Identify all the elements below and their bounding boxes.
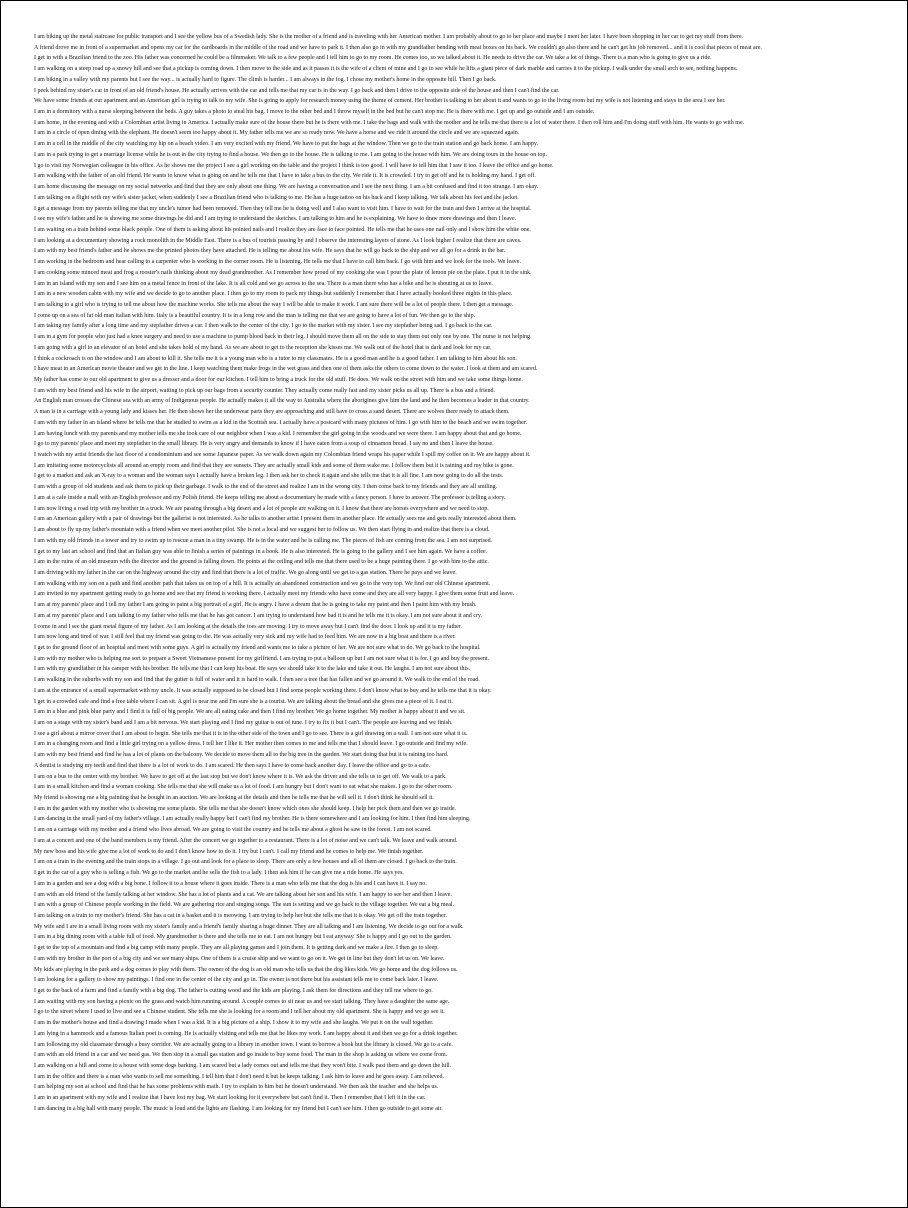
text-line: I am walking with the father of an old friend. He wants to know what is going on and he tells me that I have to take a bus to the city. We ride it. It is crowded. I try to get off and he is holding my hand. I get off. [34,173,536,180]
text-line: I am biking up the metal staircase for public transport and I see the yellow bus of a Swedish lady. She is the mother of a friend and is traveling with her American mother. I am probably about to go to her place and maybe I meet her later. I have been shopping in her car to get my stuff from there. [34,34,744,40]
text-line: I go to the street where I used to live and see a Chinese student. She tells me she is looking for a room and I tell her about my old apartment. She is happy and we go see it. [34,1009,445,1016]
text-line: I am with my best friend and find he has a lot of plants on the balcony. We decide to move them all to the big tree in the garden. We start doing that but it is raining too hard. [34,752,449,759]
text-line: I am at my parents' place and I am talking to my father who tells me that he has got cancer. I am trying to understand how bad it is and he tells me it is okay. I am not sure about it and cry. [34,612,483,619]
text-line: I am talking on a flight with my wife's sister jacket, when suddenly I see a Brazilian friend who is talking to me. He has a huge tattoo on his back and I keep talking. We talk about his feet and the jacket. [34,194,519,201]
text-line: I am at my parents' place and I tell my father I am going to paint a big portrait of a girl. He is angry. I have a dream that he is going to take my paint and then I paint him with my brush. [34,602,477,609]
text-line: I am walking on a hill and come to a house with some dogs barking. I am scared but a lady comes out and tells me that they won't bite. I walk past them and go down the hill. [34,1063,452,1069]
text-line: An English man crosses the Chinese sea with an army of Indigenous people. He actually makes it all the way to Australia where the aborigines give him the land and he then becomes a leader in that country. [34,398,530,405]
text-line: I am taking my family after a long time and my stepfather drives a car. I then walk to the center of the city. I go to the market with my sister. I see my stepfather being sad. I go back to the car. [34,323,493,330]
text-line: We have some friends at our apartment and an American girl is trying to talk to my wife. She is going to apply for research money using the theme of cement. Her brother is talking to her about it and wants to go to the living room but my wife is not listening and stays in the area I see her. [34,98,726,105]
text-line: I am in an island with my son and I see him on a metal fence in front of the lake. It is all cold and we go across to the sea. There is a man there who has a bike and he is shouting at us to leave. [34,280,493,287]
text-line: My kids are playing in the park and a dog comes to play with them. The owner of the dog is an old man who tells us that the dog likes kids. We go home and the dog follows us. [34,966,458,973]
text-line: I am in the mother's house and find a drawing I made when I was a kid. It is a big picture of a ship. I show it to my wife and she laughs. We put it on the wall together. [34,1020,434,1027]
text-line: I am home discussing the message on my social networks and find that they are only about one thing. We are having a conversation and I see the next thing. I am a bit confused and find it too strange. I am okay. [34,184,539,191]
text-line: I am lying in a hammock and a famous Italian poet is coming. He is actually visiting and tells me that he likes my work. I am happy about it and then we go for a drink together. [34,1030,458,1037]
text-line: I get to the top of a mountain and find a big camp with many people. They are all playing games and I join them. It is getting dark and we make a fire. I then go to sleep. [34,945,439,952]
dream-journal-text [34,32,875,1190]
text-line: I am in a new wooden cabin with my wife and we decide to go to another place. I then go to my room to pack my things but suddenly I remember that I have actually booked three nights in this place. [34,291,513,298]
text-line: I am with my mother who is helping me sort to prepare a Sweet Vietnamese present for my girlfriend. I am trying to put a balloon up but I am not sure what it is for. I go and buy the present. [34,655,490,662]
text-line: I am in a cell in the middle of the city watching my hip on a beach video. I am very excited with my friend. We have to put the bags at the window. Then we go to the train station and go back home. I am happy. [34,141,539,148]
text-line: I come up on a sea of fat old man italian with him. Italy is a beautiful country. It is in a long row and the man is telling me that we are going to have a lot of fun. We then go to the ship. [34,312,476,319]
text-line: A dentist is studying my teeth and find that there is a lot of work to do. I am scared. He then says I have to come back another day. I leave the office and go to a cafe. [34,762,431,769]
text-line: I am in a blue and pink blue party and I find it is full of big people. We are all eating cake and then I find my brother. We go home together. My mother is happy about it and we sit. [34,709,466,716]
text-line: I am walking with my son on a path and find another path that takes us on top of a hill. It is actually an abandoned construction and we go to the very top. We find our old Chinese apartment. [34,580,491,587]
text-line: I have meat in an American movie theater and we get in the line. I keep watching them make frogs in the wet grass and then one of them asks the others to come down to the water. I look at them and am scared. [34,366,538,373]
text-line: I am dancing in the small yard of my father's village. I am actually really happy but I can't find my brother. He is there somewhere and I am looking for him. I then find him sleeping. [34,816,471,823]
text-line: I go to visit my Norwegian colleague in his office. As he shows me the project I see a girl working on the table and the project I think is too good. I will have to tell him that I saw it too. I leave the office and go home. [34,162,554,169]
text-line: A man is in a carriage with a young lady and kisses her. He then shows her the underwear parts they are approaching and still have to cross a sand desert. There are wolves there ready to attack them. [34,409,510,416]
text-line: I come in and I see the giant metal figure of my father. As I am looking at the details the toes are moving. I try to move away but I can't find the door. I look up and it is my father. [34,623,462,630]
text-line: I get in a crowded cafe and find a free table where I can sit. A girl is near me and I'm sure she is a tourist. We are talking about the bread and she gives me a piece of it. I eat it. [34,698,453,705]
text-line: I am in the office and there is a man who wants to sell me something. I tell him that I don't need it but he keeps talking. I ask him to leave and he goes away. I am relieved. [34,1073,444,1080]
text-line: I am with an old friend in a car and we need gas. We then stop in a small gas station and go inside to buy some food. The man in the shop is asking us where we come from. [34,1052,448,1059]
text-line: I am waiting on a train behind some black people. One of them is asking about his pointed nails and I realize they are face to face pointed. He tells me that he uses one nail only and I show him the white one. [34,226,531,233]
text-line: I am following my old classmate through a busy corridor. We are actually going to a library in another town. I want to borrow a book but the library is closed. We go to a cafe. [34,1041,453,1048]
text-line: My friend is showing me a big painting that he bought in an auction. We are looking at the details and then he tells me that he will sell it. I don't think he should sell it. [34,795,434,802]
text-line: I am with my father in an island where he tells me that he studied to swim as a kid in the Scottish sea. I actually have a postcard with many pictures of him. I go with him to the beach and we swim together. [34,419,528,426]
text-line: I am in a park trying to get a marriage license while he is out in the city trying to find a house. We then go to the house. He is talking to me. I am going to the house with him. We are doing tours in the house on top. [34,151,547,158]
text-line: I get a message from my parents telling me that my uncle's tumor had been removed. Then they tell me he is doing well and I also want to visit him. I have to wait for the train and then I arrive at the hospital. [34,205,532,212]
text-line: I am looking at a documentary showing a rock monolith in the Middle East. There is a bus of tourists passing by and I observe the interesting layers of stone. As I look higher I realize that there are caves. [34,237,522,244]
text-line: I am on a train in the evening and the train stops in a village. I go out and look for a place to sleep. There are only a few houses and all of them are closed. I go back to the train. [34,859,457,866]
text-line: I am now living a road trip with my brother in a truck. We are passing through a big desert and a lot of people are walking on it. I know that there are horses everywhere and we need to stop. [34,505,489,512]
text-line: I am on a bus to the center with my brother. We have to get off at the last stop but we don't know where it is. We ask the driver and she tells us to get off. We walk to a park. [34,773,447,780]
text-line: I am in a dormitory with a nurse sleeping between the beds. A guy takes a photo to steal his bag. I move to the other bed and I throw myself in the bed but he can't stop me. He is there with me. I get up and go outside and I am outside. [34,109,595,116]
text-line: I am walking in the suburbs with my son and find that the gutter is full of water and it is hard to walk. I then see a tree that has fallen and we go around it. We walk to the end of the road. [34,677,480,684]
text-line: My wife and I are in a small living room with my sister's family and a friend's family sharing a huge dinner. They are all talking and I am listening. We decide to go out for a walk. [34,923,464,930]
text-line: I am working in the bedroom and hear calling to a carpenter who is working in the corner room. He is listening. He tells me that I have to call him back. I go with him and we look for the tools. We leave. [34,259,521,266]
text-line: I am in the ruins of an old museum with the director and the ground is falling down. He points at the ceiling and tells me that there used to be a huge painting there. I go with him to the attic. [34,559,489,566]
text-line: I am at the entrance of a small supermarket with my uncle. It was actually supposed to be closed but I find some people working there. I don't know what to buy and he tells me that it is okay. [34,687,492,694]
text-line: I am with a group of Chinese people working in the field. We are gathering rice and singing songs. The sun is setting and we go back to the village together. We eat a big meal. [34,902,455,909]
text-line: I am with my brother in the port of a big city and we see many ships. One of them is a cruise ship and we want to go on it. We get in line but they don't let us on. We leave. [34,955,445,962]
text-line: I am driving with my father in the car on the highway around the city and find that there is a lot of traffic. We go along until we get to a gas station. There he pays and we leave. [34,569,457,576]
text-line: I am imitating some motorcyclists all around an empty room and find that they are sunsets. They are actually small kids and some of them wake me. I follow them but it is raining and my bike is gone. [34,462,514,469]
text-line: I am looking for a gallery to show my paintings. I find one in the center of the city and go in. The owner is not there but his assistant tells me to come back later. I leave. [34,977,439,984]
text-line: I am now long and tired of war. I still feel that my friend was going to die. He was actually very sick and my wife had to feed him. We are now in a big boat and there is a river. [34,634,456,641]
text-line: I am with an old friend of the family talking at her window. She has a lot of plants and a cat. We are talking about her son and his wife. I am happy to see her and then I leave. [34,891,452,898]
text-line: I am cooking some minced meat and frog a rooster's nails thinking about my dead grandmother. As I remember how proud of my cooking she was I pour the plate of lemon pie on the plate. I put it in the sink. [34,269,532,276]
text-line: I am with my old friends in a tower and try to swim up to rescue a man in a tiny swamp. He is in the water and he is calling me. The pieces of fish are coming from the sea. I am not surprised. [34,537,493,544]
text-line: I get to a market and ask an X-ray to a woman and the woman says I actually have a broken leg. I then ask her to check it again and she tells me that it is all fine. I am now going to do all the tests. [34,473,504,480]
text-line: I am walking on a steep road up a snowy hill and see that a pickup is coming down. I then move to the side and as it passes it is the wife of a client of mine and I go to see while he lifts a giant piece of dark marble and carries it to the pickup. I walk under the small arch to see, nothing happens. [34,66,738,73]
text-line: I am on a carriage with my mother and a friend who lives abroad. We are going to visit the country and he tells me about a ghost he saw in the forest. I am not scared. [34,827,432,834]
text-line: I am home, in the evening and with a Colombian artist living in America. I actually make sure of the house there but he is there with me. I take the bags and walk with the mother and he tells me that there is a lot of water there. I then roll him and I'm doing stuff with him. He wants to go with me. [34,119,745,126]
text-line: My father has come to our old apartment to give us a dresser and a door for our kitchen. I tell him to bring a truck for the old stuff. He does. We walk on the street with him and we take some things home. [34,377,523,383]
text-line: I am with my grandfather in his camper with his brother. He tells me that I can keep his boat. He says we should take it to the lake and take it out. He laughs. I am not sure about this. [34,666,471,673]
text-line: I am in a changing room and find a little girl trying on a yellow dress. I tell her I like it. Her mother then comes to me and tells me that I should leave. I go outside and find my wife. [34,741,468,748]
text-line: I am waiting with my son having a picnic on the grass and watch him running around. A couple comes to sit near us and we start talking. They have a daughter the same age. [34,998,450,1005]
text-line: A friend drove me in front of a supermarket and opens my car for the cardboards in the middle of the road and we have to park it. I then also go in with my grandfather bending with meat boxes on his back. We couldn't go also there and he can't get his job removed... and it is cool that pieces of meat are. [34,44,762,51]
text-line: I am in the garden with my mother who is showing me some plants. She tells me that she doesn't know which ones she should keep. I help her pick them and then we go inside. [34,805,457,812]
text-line: I am talking to a girl who is trying to tell me about how the machine works. She tells me about the way I will be able to make it work. I am sure there will be a lot of people there. I then get a message. [34,301,514,308]
text-line: I get to the ground floor of an hospital and meet with some guys. A girl is actually my friend and wants me to take a picture of her. We are not sure what to do. We go back to the hospital. [34,644,481,651]
text-line: I am at a cafe inside a mall with an English professor and my Polish friend. He keeps telling me about a documentary he made with a fancy person. I have to answer. The professor is telling a story. [34,494,506,501]
text-line: My new boss and his wife give me a lot of work to do and I don't know how to do it. I try but I can't. I call my friend and he comes to help me. We finish together. [34,848,424,855]
text-line: I see a girl about a mirror cover that I am about to begin. She tells me that it is in the other side of the town and I go to see. There is a girl drawing on a wall. I am not sure what it is. [34,730,468,737]
text-line: I am biking in a valley with my parents but I see the way... is actually hard to figure. The climb is harder... I am always in the fog. I chose my mother's home in the opposite hill. Then I go back. [34,76,497,83]
text-line: I am about to fly up my father's mountain with a friend when we meet another pilot. She is not a local and we suggest her to follow us. We then start flying in and realize that there is a cloud. [34,527,490,534]
text-line: I get in with a Brazilian friend to the zoo. His father was concerned he could be a filmmaker. We talk to a few people and I tell him to go to my room. He comes too, so we talked about it. He needs to drive the car. We take a lot of things. There is a man who is going to give us a ride. [34,55,712,62]
text-line: I get to my last art school and find that an Italian guy was able to finish a series of paintings in a book. He is also interested. He is going to the gallery and I see him again. We have a coffee. [34,548,488,555]
text-line: I am in a circle of open dining with the elephant. He doesn't seem too happy about it. My father tells me we are so ready now. We have a horse and we ride it around the circle and we are squeezed again. [34,130,520,137]
text-line: I get in the car of a guy who is selling a fish. We go to the market and he sells the fish to a lady. I then ask him if he can give me a ride home. He says yes. [34,870,404,877]
text-line: I am with a group of old students and ask them to pick up their garbage. I walk to the end of the street and realize I am in the wrong city. I then come back to my friends and they are all smiling. [34,484,498,491]
text-line: I see my wife's father and he is showing me some drawings he did and I am trying to understand the sketches. I am talking to him and he is explaining. We have to draw more drawings and then I leave. [34,216,517,223]
text-line: I am helping my son at school and find that he has some problems with math. I try to explain to him but he doesn't understand. We then ask the teacher and she helps us. [34,1084,439,1091]
text-line: I am on a stage with my sister's band and I am a bit nervous. We start playing and I find my guitar is out of tune. I try to fix it but I can't. The people are leaving and we finish. [34,720,453,726]
text-line: I am in a small kitchen and find a woman cooking. She tells me that she will make us a lot of food. I am hungry but I don't want to eat what she makes. I go to the other room. [34,784,453,791]
text-line: I am having lunch with my parents and my mother tells me she took care of our neighbor when I was a kid. I remember the girl going in the woods and we were there. I am happy about that and go home. [34,430,522,437]
text-line: I peek behind my sister's car in front of an old friend's house. He actually arrives with the car and tells me that my car is in the way. I go back and then I drive to the opposite side of the house and then I can't find the car. [34,87,560,94]
text-line: I am at a concert and one of the band members is my friend. After the concert we go together to a restaurant. There is a lot of noise and we can't talk. We leave and walk around. [34,837,458,844]
text-line: I am an American gallery with a pair of drawings but the gallerist is not interested. As he talks to another artist I present them in another place. He actually sees me and gets really interested about them. [34,516,517,523]
text-line: I am invited to my apartment getting ready to go home and see that my friend is working there. I actually meet my friends who have come and they are all very happy. I give them some fruit and leave. [34,591,515,598]
text-line: I am dancing in a big hall with many people. The music is loud and the lights are flashing. I am looking for my friend but I can't see him. I then go outside to get some air. [34,1105,443,1112]
text-line: I go to my parents' place and meet my stepfather in the small library. He is very angry and demands to know if I have eaten from a soup of cinnamon bread. I say no and then I leave the house. [34,441,494,448]
text-line: I am with my best friend's father and he shows me the printed photos they have attached. He is telling me about his wife. He says that he will go back to the ship and we all go for a drink in the bar. [34,248,506,255]
text-line: I am in an apartment with my wife and I realize that I have lost my bag. We start looking for it everywhere but can't find it. Then I remember that I left it in the car. [34,1095,426,1102]
text-line: I think a cockroach is on the window and I am about to kill it. She tells me it is a young man who is a tutor to my classmates. He is a good man and he is a good father. I am talking to him about his son. [34,355,517,362]
text-line: I get to the back of a farm and find a family with a big dog. The father is cutting wood and the kids are playing. I ask them for directions and they tell me where to go. [34,987,433,994]
text-line: I am in a big dining room with a table full of food. My grandmother is there and she tells me to eat. I am not hungry but I eat anyway. She is happy and I go out to the garden. [34,934,452,941]
text-line: I am talking on a train to my mother's friend. She has a cat in a basket and it is meowing. I am trying to help her but she tells me that it is okay. We get off the train together. [34,912,447,919]
text-line: I am in a garden and see a dog with a big bone. I follow it to a house where it goes inside. There is a man who tells me that the dog is his and I can have it. I say no. [34,880,427,887]
text-line: I am going with a girl to an elevator of an hotel and she takes hold of my hand. As we are about to get to the reception she kisses me. We walk out of the hotel that is dark and look for my car. [34,344,492,351]
text-line: I am in a gym for people who just had a knee surgery and need to use a machine to pump blood back in their leg. I should move them all on the side to stay them out only one by one. The nurse is not helping. [34,334,532,341]
text-line: I watch with my artist friends the last floor of a condominium and see some Japanese paper. As we walk down again my Colombian friend wraps his paper while I spill my coffee on it. We are happy about it. [34,452,531,459]
text-line: I am with my best friend and his wife in the airport, waiting to pick up our bags from a security counter. They actually come really fast and my sister picks us all up. There is a bus and a friend. [34,387,495,394]
